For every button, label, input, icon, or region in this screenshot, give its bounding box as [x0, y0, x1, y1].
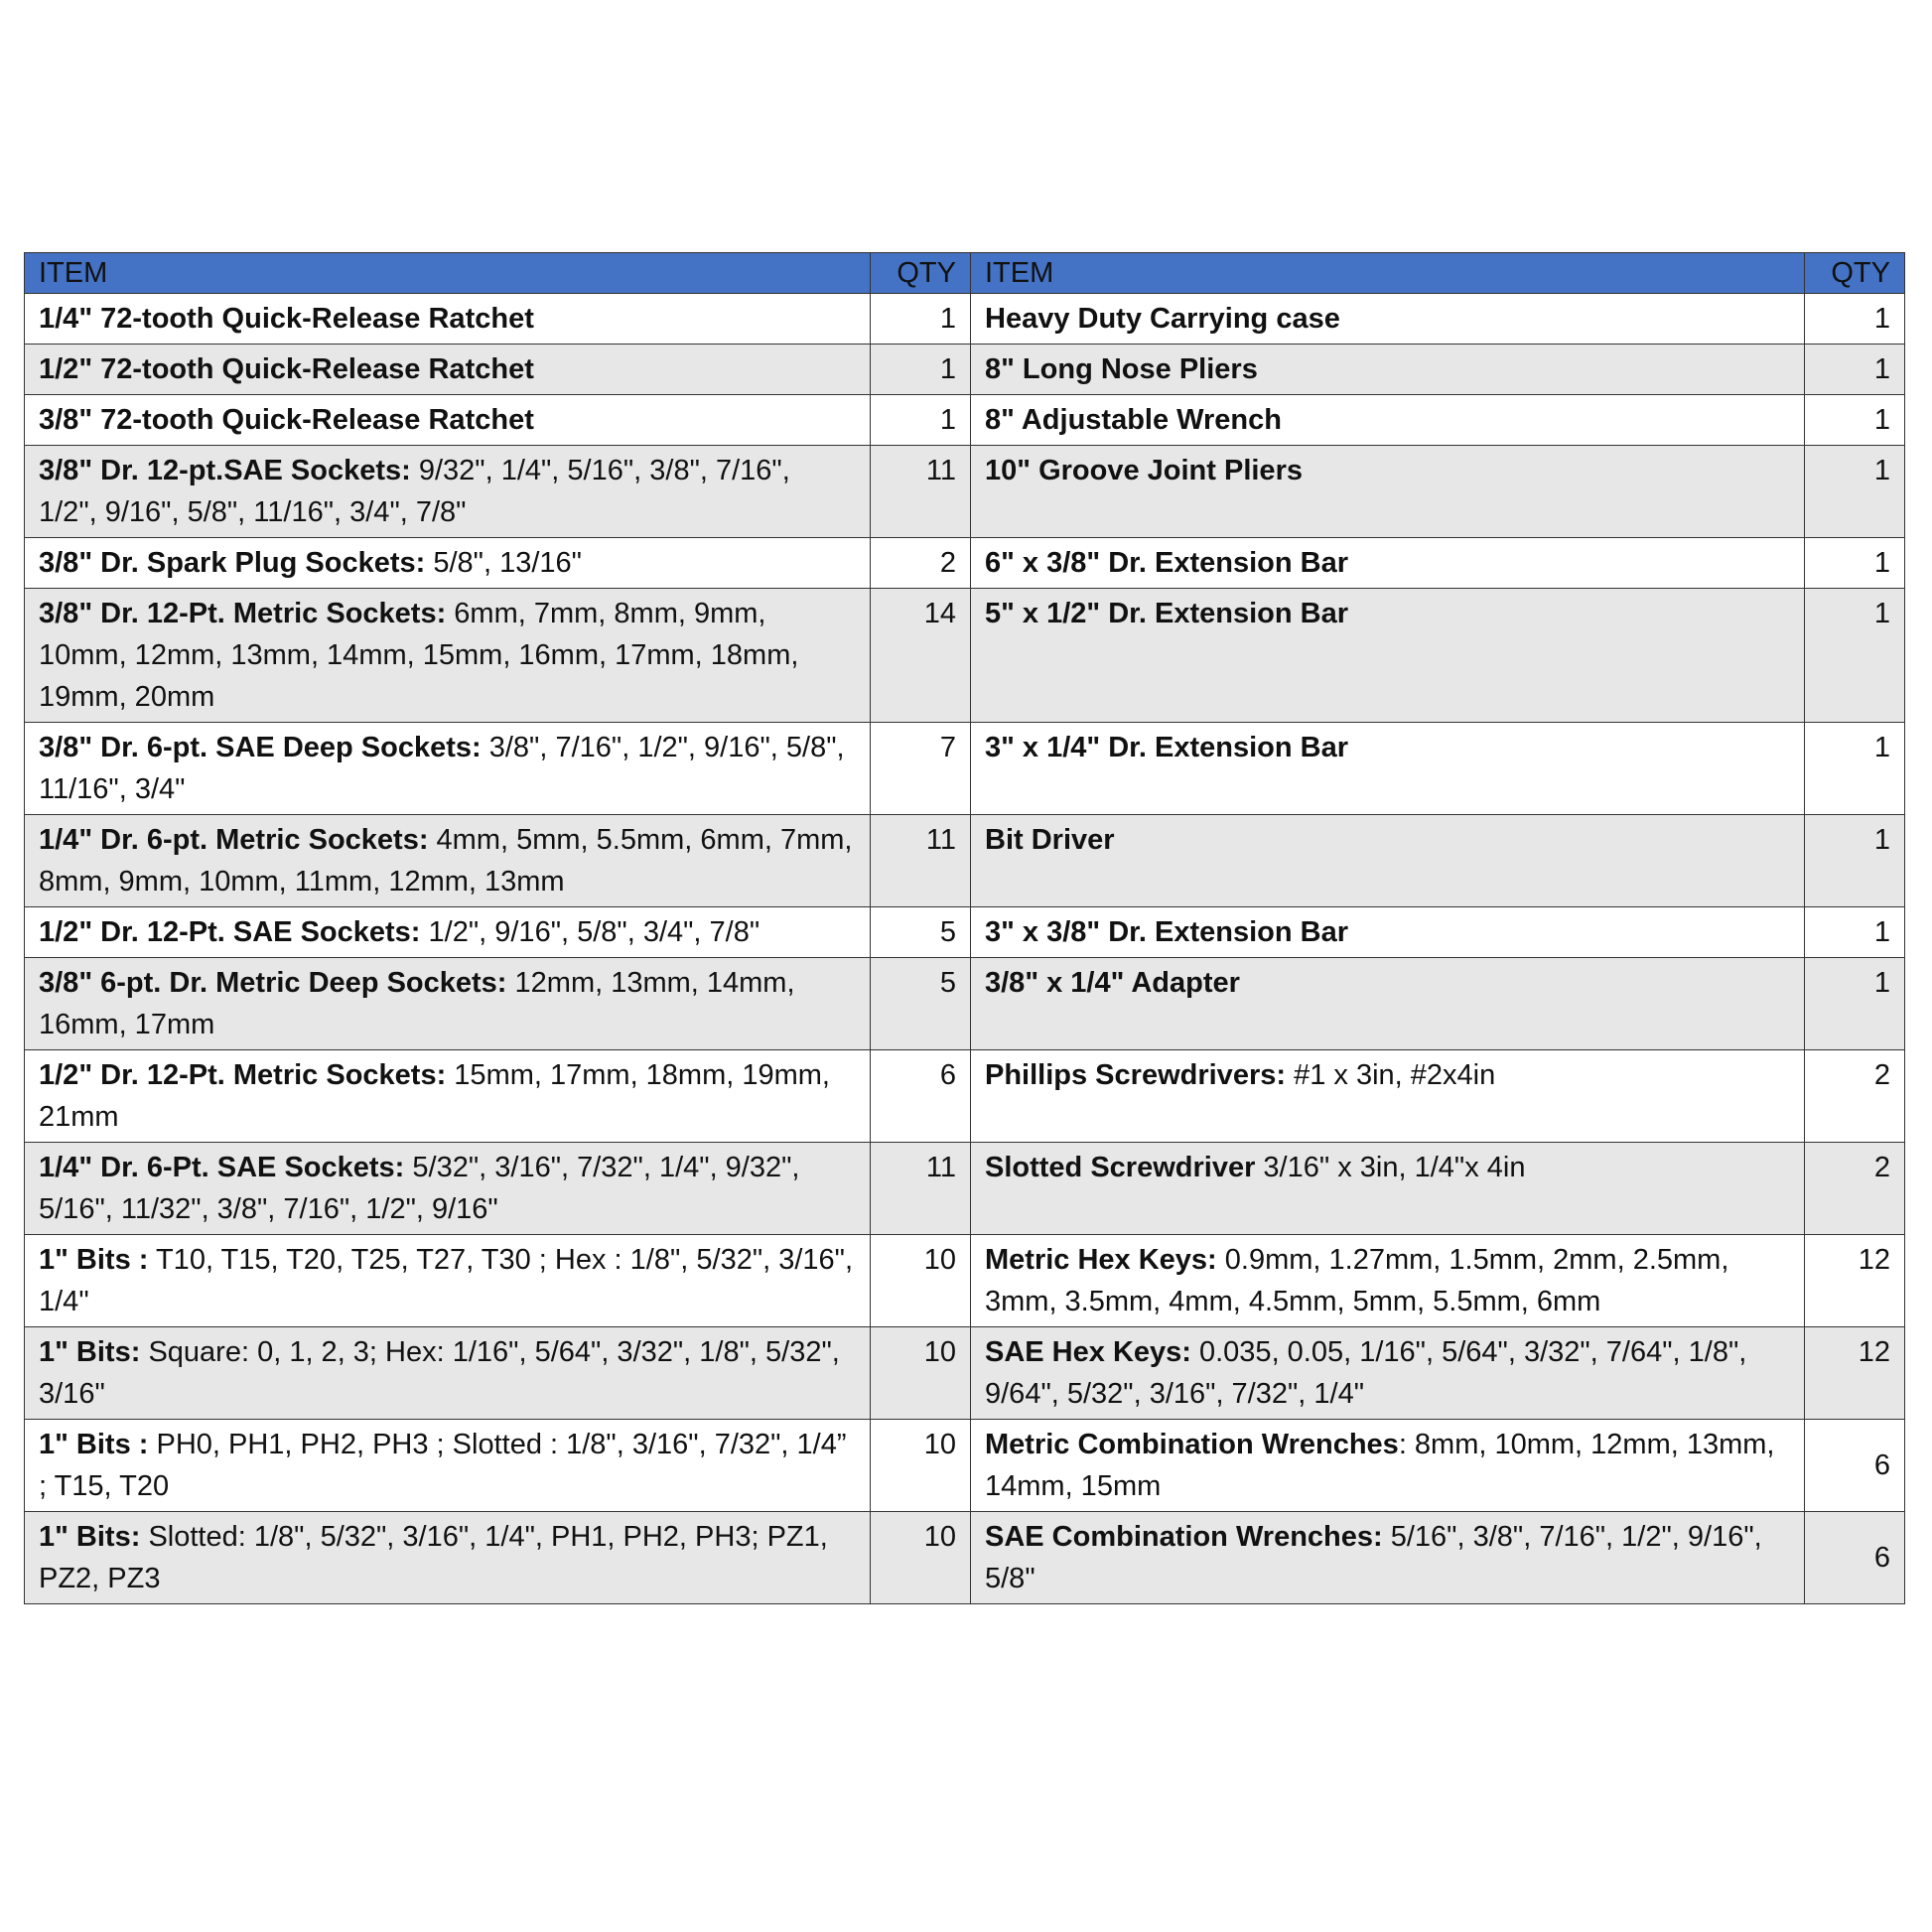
qty-cell-left: 11	[871, 815, 971, 907]
table-body	[25, 294, 1905, 1604]
qty-cell-right: 2	[1805, 1143, 1905, 1235]
qty-cell-right: 12	[1805, 1235, 1905, 1327]
table-row	[25, 907, 1905, 958]
item-name: 3/8" 6-pt. Dr. Metric Deep Sockets:	[39, 967, 507, 999]
item-cell-left	[25, 907, 871, 958]
item-cell-right	[971, 446, 1805, 538]
table-row	[25, 589, 1905, 723]
item-detail: Slotted: 1/8", 5/32", 3/16", 1/4", PH1, PH2, PH3; PZ1, PZ2, PZ3	[39, 1521, 828, 1594]
qty-cell-left: 5	[871, 907, 971, 958]
item-name: 3/8" x 1/4" Adapter	[985, 967, 1240, 999]
item-cell-left	[25, 723, 871, 815]
item-cell-right	[971, 1512, 1805, 1604]
item-name: Heavy Duty Carrying case	[985, 303, 1340, 335]
item-detail: 5/32", 3/16", 7/32", 1/4", 9/32", 5/16", 11/32", 3/8", 7/16", 1/2", 9/16"	[39, 1152, 800, 1225]
item-name: 1/4" Dr. 6-pt. Metric Sockets:	[39, 824, 429, 856]
qty-cell-right: 1	[1805, 958, 1905, 1050]
item-name: 3" x 1/4" Dr. Extension Bar	[985, 732, 1348, 763]
item-name: 1" Bits :	[39, 1244, 149, 1276]
item-detail: Square: 0, 1, 2, 3; Hex: 1/16", 5/64", 3/32", 1/8", 5/32", 3/16"	[39, 1336, 840, 1410]
table-row	[25, 958, 1905, 1050]
item-cell-right	[971, 1050, 1805, 1143]
item-name: Metric Hex Keys:	[985, 1244, 1217, 1276]
table-row	[25, 345, 1905, 395]
table-row	[25, 1512, 1905, 1604]
item-name: 10" Groove Joint Pliers	[985, 455, 1303, 486]
qty-cell-right: 2	[1805, 1050, 1905, 1143]
table-row	[25, 1235, 1905, 1327]
item-cell-left	[25, 1420, 871, 1512]
item-detail: 0.9mm, 1.27mm, 1.5mm, 2mm, 2.5mm, 3mm, 3.5mm, 4mm, 4.5mm, 5mm, 5.5mm, 6mm	[985, 1244, 1729, 1317]
item-name: 1" Bits:	[39, 1336, 141, 1368]
qty-cell-left: 2	[871, 538, 971, 589]
parts-table	[24, 252, 1905, 1604]
item-name: SAE Hex Keys:	[985, 1336, 1191, 1368]
item-detail: 3/8", 7/16", 1/2", 9/16", 5/8", 11/16", 3/4"	[39, 732, 845, 805]
table-row	[25, 1327, 1905, 1420]
item-detail: 15mm, 17mm, 18mm, 19mm, 21mm	[39, 1059, 830, 1133]
item-cell-left	[25, 294, 871, 345]
item-cell-left	[25, 1235, 871, 1327]
qty-cell-left: 14	[871, 589, 971, 723]
item-name: 5" x 1/2" Dr. Extension Bar	[985, 598, 1348, 629]
item-name: 1/2" Dr. 12-Pt. Metric Sockets:	[39, 1059, 447, 1091]
item-cell-left	[25, 1327, 871, 1420]
qty-cell-left: 10	[871, 1235, 971, 1327]
item-name: 3/8" Dr. 12-Pt. Metric Sockets:	[39, 598, 447, 629]
item-cell-left	[25, 589, 871, 723]
item-name: 8" Adjustable Wrench	[985, 404, 1282, 436]
qty-cell-left: 10	[871, 1512, 971, 1604]
item-name: 3" x 3/8" Dr. Extension Bar	[985, 916, 1348, 948]
item-name: SAE Combination Wrenches:	[985, 1521, 1383, 1553]
item-cell-left	[25, 538, 871, 589]
qty-cell-right: 1	[1805, 446, 1905, 538]
item-name: 1/4" Dr. 6-Pt. SAE Sockets:	[39, 1152, 405, 1183]
table-row	[25, 723, 1905, 815]
table-row	[25, 395, 1905, 446]
item-name: 3/8" Dr. Spark Plug Sockets:	[39, 547, 426, 579]
item-detail: 0.035, 0.05, 1/16", 5/64", 3/32", 7/64", 1/8", 9/64", 5/32", 3/16", 7/32", 1/4"	[985, 1336, 1747, 1410]
item-detail: 6mm, 7mm, 8mm, 9mm, 10mm, 12mm, 13mm, 14mm, 15mm, 16mm, 17mm, 18mm, 19mm, 20mm	[39, 598, 799, 713]
item-name: 1/4" 72-tooth Quick-Release Ratchet	[39, 303, 534, 335]
item-name: Phillips Screwdrivers:	[985, 1059, 1287, 1091]
parts-list	[24, 252, 1904, 1604]
qty-cell-right: 1	[1805, 345, 1905, 395]
header-item-right: ITEM	[971, 253, 1805, 294]
item-detail: : 8mm, 10mm, 12mm, 13mm, 14mm, 15mm	[985, 1429, 1775, 1502]
item-name: 6" x 3/8" Dr. Extension Bar	[985, 547, 1348, 579]
item-name: 8" Long Nose Pliers	[985, 353, 1258, 385]
item-cell-right	[971, 589, 1805, 723]
qty-cell-right: 1	[1805, 815, 1905, 907]
item-detail: 1/2", 9/16", 5/8", 3/4", 7/8"	[420, 916, 760, 948]
qty-cell-right: 1	[1805, 723, 1905, 815]
item-name: Slotted Screwdriver	[985, 1152, 1256, 1183]
qty-cell-right: 6	[1805, 1512, 1905, 1604]
item-detail: 12mm, 13mm, 14mm, 16mm, 17mm	[39, 967, 795, 1040]
item-cell-left	[25, 345, 871, 395]
item-name: 3/8" 72-tooth Quick-Release Ratchet	[39, 404, 534, 436]
qty-cell-left: 11	[871, 446, 971, 538]
item-cell-left	[25, 1050, 871, 1143]
table-row	[25, 1050, 1905, 1143]
item-detail: T10, T15, T20, T25, T27, T30 ; Hex : 1/8", 5/32", 3/16", 1/4"	[39, 1244, 854, 1317]
item-cell-right	[971, 538, 1805, 589]
item-name: 3/8" Dr. 6-pt. SAE Deep Sockets:	[39, 732, 482, 763]
item-name: 3/8" Dr. 12-pt.SAE Sockets:	[39, 455, 411, 486]
item-name: 1" Bits :	[39, 1429, 149, 1460]
qty-cell-left: 1	[871, 395, 971, 446]
qty-cell-right: 1	[1805, 907, 1905, 958]
item-name: Metric Combination Wrenches	[985, 1429, 1399, 1460]
item-cell-left	[25, 1143, 871, 1235]
qty-cell-right: 1	[1805, 395, 1905, 446]
item-detail: 9/32", 1/4", 5/16", 3/8", 7/16", 1/2", 9/16", 5/8", 11/16", 3/4", 7/8"	[39, 455, 790, 528]
item-cell-right	[971, 815, 1805, 907]
qty-cell-left: 7	[871, 723, 971, 815]
header-qty-left: QTY	[871, 253, 971, 294]
item-cell-right	[971, 395, 1805, 446]
item-cell-left	[25, 1512, 871, 1604]
qty-cell-right: 1	[1805, 589, 1905, 723]
table-row	[25, 1420, 1905, 1512]
item-name: Bit Driver	[985, 824, 1115, 856]
item-cell-left	[25, 958, 871, 1050]
qty-cell-left: 1	[871, 345, 971, 395]
qty-cell-right: 6	[1805, 1420, 1905, 1512]
item-cell-right	[971, 1235, 1805, 1327]
item-cell-left	[25, 446, 871, 538]
item-detail: 5/8", 13/16"	[425, 547, 582, 579]
item-detail: 3/16" x 3in, 1/4"x 4in	[1255, 1152, 1526, 1183]
item-cell-right	[971, 958, 1805, 1050]
item-detail: 5/16", 3/8", 7/16", 1/2", 9/16", 5/8"	[985, 1521, 1762, 1594]
item-detail: #1 x 3in, #2x4in	[1286, 1059, 1496, 1091]
item-detail: 4mm, 5mm, 5.5mm, 6mm, 7mm, 8mm, 9mm, 10mm, 11mm, 12mm, 13mm	[39, 824, 853, 897]
item-cell-right	[971, 1327, 1805, 1420]
header-item-left: ITEM	[25, 253, 871, 294]
table-row	[25, 294, 1905, 345]
qty-cell-left: 10	[871, 1327, 971, 1420]
table-row	[25, 815, 1905, 907]
item-cell-right	[971, 294, 1805, 345]
table-row	[25, 538, 1905, 589]
item-name: 1/2" 72-tooth Quick-Release Ratchet	[39, 353, 534, 385]
qty-cell-left: 6	[871, 1050, 971, 1143]
item-cell-right	[971, 723, 1805, 815]
table-header-row	[25, 253, 1905, 294]
qty-cell-left: 10	[871, 1420, 971, 1512]
qty-cell-left: 1	[871, 294, 971, 345]
qty-cell-left: 5	[871, 958, 971, 1050]
item-cell-right	[971, 1143, 1805, 1235]
qty-cell-right: 1	[1805, 294, 1905, 345]
item-cell-right	[971, 907, 1805, 958]
qty-cell-right: 1	[1805, 538, 1905, 589]
table-row	[25, 446, 1905, 538]
qty-cell-left: 11	[871, 1143, 971, 1235]
header-qty-right: QTY	[1805, 253, 1905, 294]
item-name: 1" Bits:	[39, 1521, 141, 1553]
item-cell-right	[971, 1420, 1805, 1512]
item-detail: PH0, PH1, PH2, PH3 ; Slotted : 1/8", 3/16", 7/32", 1/4” ; T15, T20	[39, 1429, 847, 1502]
item-name: 1/2" Dr. 12-Pt. SAE Sockets:	[39, 916, 421, 948]
item-cell-right	[971, 345, 1805, 395]
qty-cell-right: 12	[1805, 1327, 1905, 1420]
table-row	[25, 1143, 1905, 1235]
item-cell-left	[25, 395, 871, 446]
item-cell-left	[25, 815, 871, 907]
